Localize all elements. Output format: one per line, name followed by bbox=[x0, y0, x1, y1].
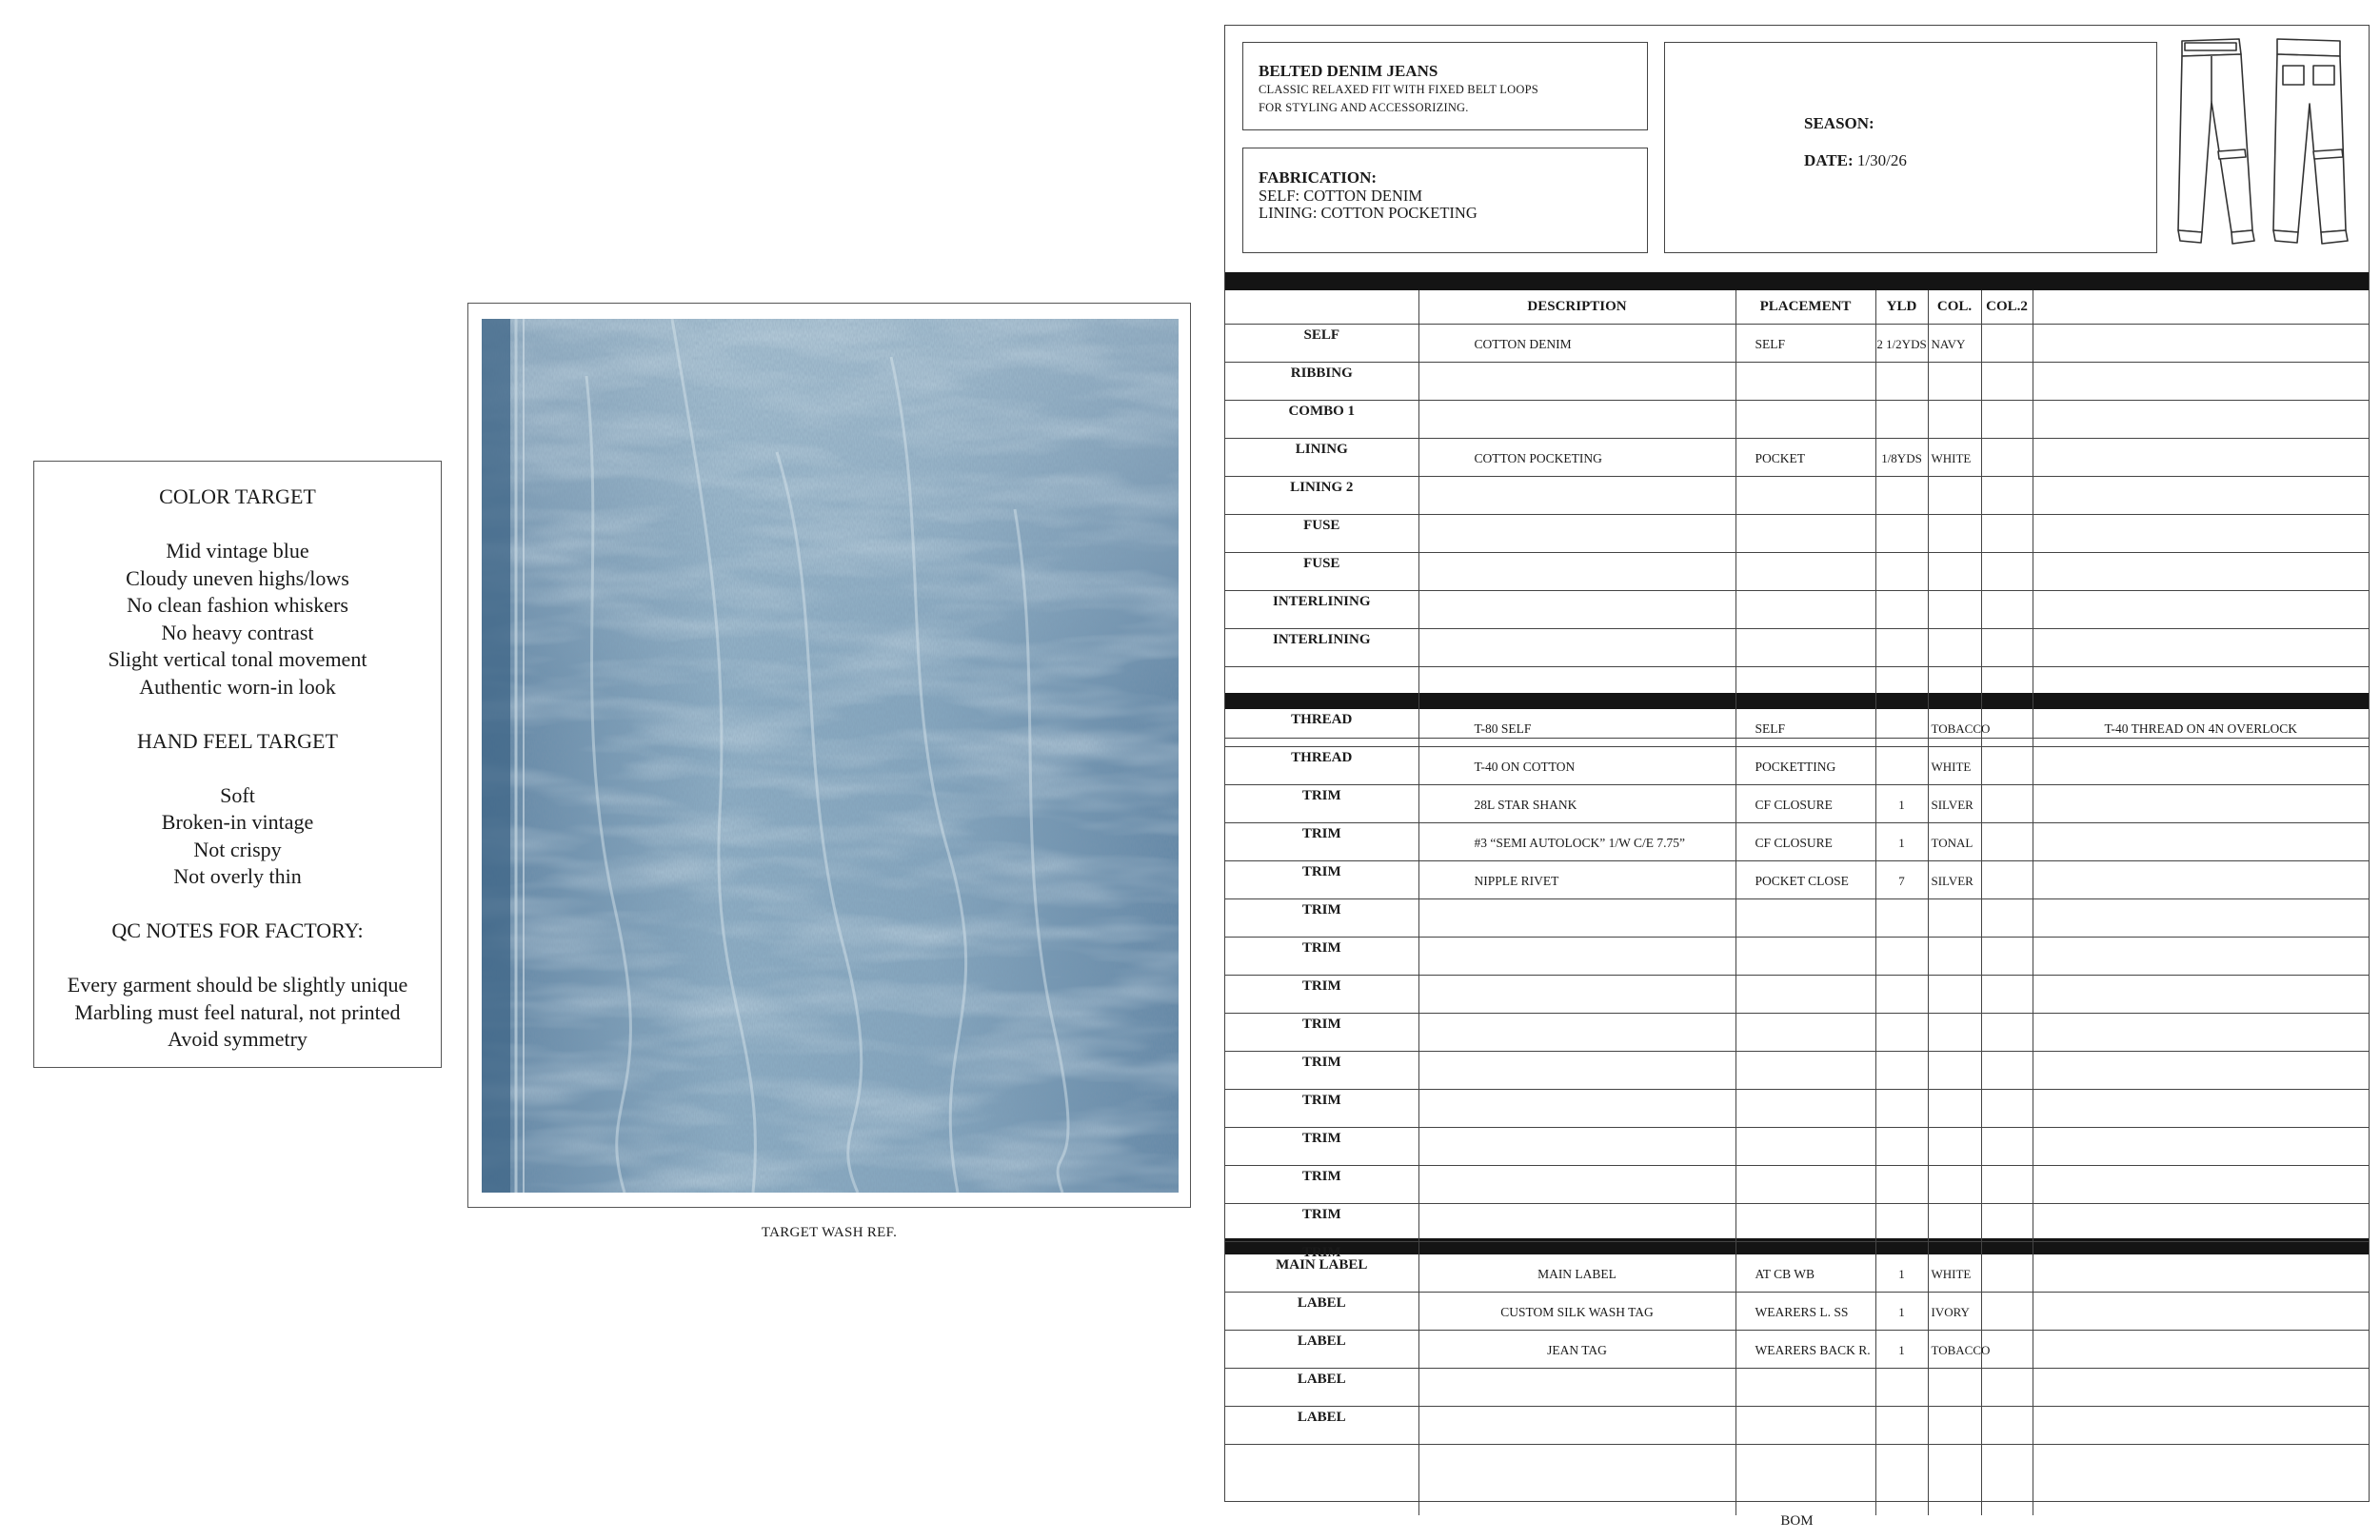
row-notes bbox=[2033, 1254, 2369, 1293]
season-label: SEASON: bbox=[1804, 114, 1874, 132]
row-color bbox=[1928, 591, 1981, 629]
row-placement bbox=[1735, 629, 1875, 667]
row-category: MAIN LABEL bbox=[1225, 1254, 1418, 1293]
row-color2 bbox=[1981, 553, 2033, 591]
table-row bbox=[1225, 1128, 2369, 1166]
row-description: NIPPLE RIVET bbox=[1418, 861, 1735, 899]
row-color: WHITE bbox=[1928, 1254, 1981, 1293]
empty-cell bbox=[2033, 1445, 2369, 1516]
table-row bbox=[1225, 1293, 2369, 1331]
row-yld bbox=[1875, 976, 1928, 1014]
row-color: TONAL bbox=[1928, 823, 1981, 861]
row-color: SILVER bbox=[1928, 785, 1981, 823]
wash-caption: TARGET WASH REF. bbox=[761, 1225, 898, 1240]
row-color bbox=[1928, 1407, 1981, 1445]
row-yld bbox=[1875, 401, 1928, 439]
color-target-item: Authentic worn-in look bbox=[139, 674, 336, 699]
row-placement: AT CB WB bbox=[1735, 1254, 1875, 1293]
fabrication-self: SELF: COTTON DENIM bbox=[1259, 187, 1423, 205]
table-row bbox=[1225, 629, 2369, 667]
row-category: FUSE bbox=[1225, 515, 1418, 553]
row-notes bbox=[2033, 1293, 2369, 1331]
row-description bbox=[1418, 1052, 1735, 1090]
row-description: MAIN LABEL bbox=[1418, 1254, 1735, 1293]
empty-cell bbox=[1981, 1445, 2033, 1516]
row-placement bbox=[1735, 591, 1875, 629]
row-color bbox=[1928, 1204, 1981, 1242]
empty-cell bbox=[1928, 1445, 1981, 1516]
row-color2 bbox=[1981, 591, 2033, 629]
row-yld bbox=[1875, 747, 1928, 785]
color-target-item: Mid vintage blue bbox=[166, 539, 309, 563]
qc-note-item: Marbling must feel natural, not printed bbox=[74, 999, 401, 1024]
row-color2 bbox=[1981, 629, 2033, 667]
row-category: THREAD bbox=[1225, 747, 1418, 785]
row-description bbox=[1418, 401, 1735, 439]
row-category: TRIM bbox=[1225, 1128, 1418, 1166]
row-color2 bbox=[1981, 401, 2033, 439]
denim-wash-swatch bbox=[482, 319, 1179, 1193]
row-color2 bbox=[1981, 1166, 2033, 1204]
header-placement: PLACEMENT bbox=[1735, 290, 1875, 325]
row-color2 bbox=[1981, 785, 2033, 823]
back-knee-strap bbox=[2313, 149, 2343, 159]
label-table bbox=[1225, 1254, 2369, 1515]
row-color: TOBACCO bbox=[1928, 709, 1981, 747]
row-color2 bbox=[1981, 1254, 2033, 1293]
row-color2 bbox=[1981, 1369, 2033, 1407]
table-row bbox=[1225, 477, 2369, 515]
row-yld bbox=[1875, 1369, 1928, 1407]
empty-cell bbox=[1225, 1445, 1418, 1516]
row-color: WHITE bbox=[1928, 439, 1981, 477]
header-col2: COL.2 bbox=[1981, 290, 2033, 325]
row-category: INTERLINING bbox=[1225, 591, 1418, 629]
row-notes bbox=[2033, 439, 2369, 477]
row-yld bbox=[1875, 629, 1928, 667]
row-category: SELF bbox=[1225, 325, 1418, 363]
wash-notes-box bbox=[33, 461, 442, 1068]
row-yld bbox=[1875, 1090, 1928, 1128]
fabric-table bbox=[1225, 290, 2369, 739]
row-notes bbox=[2033, 1369, 2369, 1407]
row-color2 bbox=[1981, 1204, 2033, 1242]
row-description bbox=[1418, 477, 1735, 515]
qc-notes-title: QC NOTES FOR FACTORY: bbox=[111, 918, 364, 942]
row-notes bbox=[2033, 1128, 2369, 1166]
table-row bbox=[1225, 1254, 2369, 1293]
row-notes bbox=[2033, 477, 2369, 515]
row-notes bbox=[2033, 515, 2369, 553]
row-color bbox=[1928, 1014, 1981, 1052]
row-category: TRIM bbox=[1225, 938, 1418, 976]
row-description bbox=[1418, 1128, 1735, 1166]
row-color2 bbox=[1981, 325, 2033, 363]
row-yld: 1 bbox=[1875, 1331, 1928, 1369]
table-row bbox=[1225, 1014, 2369, 1052]
row-category: THREAD bbox=[1225, 709, 1418, 747]
row-placement bbox=[1735, 553, 1875, 591]
table-row bbox=[1225, 325, 2369, 363]
row-yld bbox=[1875, 709, 1928, 747]
style-description: CLASSIC RELAXED FIT WITH FIXED BELT LOOPS bbox=[1259, 83, 1538, 96]
row-color bbox=[1928, 515, 1981, 553]
row-color bbox=[1928, 401, 1981, 439]
row-placement: POCKETTING bbox=[1735, 747, 1875, 785]
header-description: DESCRIPTION bbox=[1418, 290, 1735, 325]
row-placement bbox=[1735, 401, 1875, 439]
row-description: COTTON POCKETING bbox=[1418, 439, 1735, 477]
row-description bbox=[1418, 553, 1735, 591]
row-placement: CF CLOSURE bbox=[1735, 785, 1875, 823]
row-yld bbox=[1875, 591, 1928, 629]
row-notes bbox=[2033, 325, 2369, 363]
style-info-box bbox=[1242, 42, 1648, 130]
row-color bbox=[1928, 1090, 1981, 1128]
row-category: TRIM bbox=[1225, 823, 1418, 861]
row-color: TOBACCO bbox=[1928, 1331, 1981, 1369]
table-row bbox=[1225, 823, 2369, 861]
jeans-flat-sketch bbox=[2171, 35, 2361, 256]
row-notes bbox=[2033, 1204, 2369, 1242]
row-placement bbox=[1735, 1128, 1875, 1166]
row-notes bbox=[2033, 1090, 2369, 1128]
row-category: LABEL bbox=[1225, 1369, 1418, 1407]
table-row bbox=[1225, 785, 2369, 823]
color-target-title: COLOR TARGET bbox=[159, 484, 316, 508]
wash-texture bbox=[482, 319, 1179, 1193]
qc-note-item: Every garment should be slightly unique bbox=[67, 973, 408, 997]
row-notes bbox=[2033, 861, 2369, 899]
row-notes bbox=[2033, 1166, 2369, 1204]
row-color2 bbox=[1981, 1293, 2033, 1331]
row-notes bbox=[2033, 938, 2369, 976]
row-color: SILVER bbox=[1928, 861, 1981, 899]
row-description: COTTON DENIM bbox=[1418, 325, 1735, 363]
row-color2 bbox=[1981, 938, 2033, 976]
row-category: LABEL bbox=[1225, 1407, 1418, 1445]
row-color2 bbox=[1981, 1090, 2033, 1128]
hand-feel-item: Not crispy bbox=[193, 837, 282, 861]
row-category: TRIM bbox=[1225, 899, 1418, 938]
row-color2 bbox=[1981, 823, 2033, 861]
row-color: NAVY bbox=[1928, 325, 1981, 363]
table-row bbox=[1225, 363, 2369, 401]
row-category: TRIM bbox=[1225, 861, 1418, 899]
row-description bbox=[1418, 629, 1735, 667]
row-yld: 7 bbox=[1875, 861, 1928, 899]
row-description bbox=[1418, 1369, 1735, 1407]
row-placement bbox=[1735, 1369, 1875, 1407]
row-notes bbox=[2033, 363, 2369, 401]
color-target-item: Cloudy uneven highs/lows bbox=[126, 565, 349, 590]
row-color2 bbox=[1981, 899, 2033, 938]
row-description: #3 “SEMI AUTOLOCK” 1/W C/E 7.75” bbox=[1418, 823, 1735, 861]
table-row bbox=[1225, 401, 2369, 439]
row-notes bbox=[2033, 747, 2369, 785]
row-notes bbox=[2033, 629, 2369, 667]
row-yld bbox=[1875, 1204, 1928, 1242]
row-yld bbox=[1875, 1052, 1928, 1090]
table-header-row bbox=[1225, 290, 2369, 325]
table-row bbox=[1225, 1204, 2369, 1242]
row-placement bbox=[1735, 1166, 1875, 1204]
front-knee-strap bbox=[2218, 149, 2246, 159]
row-placement: CF CLOSURE bbox=[1735, 823, 1875, 861]
row-placement: SELF bbox=[1735, 325, 1875, 363]
table-row bbox=[1225, 976, 2369, 1014]
row-color2 bbox=[1981, 1052, 2033, 1090]
season-date-box bbox=[1664, 42, 2157, 253]
empty-cell bbox=[1418, 1445, 1735, 1516]
table-row bbox=[1225, 1090, 2369, 1128]
row-category: INTERLINING bbox=[1225, 629, 1418, 667]
row-description bbox=[1418, 363, 1735, 401]
header-notes bbox=[2033, 290, 2369, 325]
back-waistband bbox=[2277, 39, 2340, 56]
row-description bbox=[1418, 899, 1735, 938]
table-row bbox=[1225, 1052, 2369, 1090]
row-yld: 1 bbox=[1875, 823, 1928, 861]
row-category: LABEL bbox=[1225, 1293, 1418, 1331]
hand-feel-item: Not overly thin bbox=[173, 864, 302, 888]
hand-feel-item: Broken-in vintage bbox=[161, 810, 314, 834]
row-placement bbox=[1735, 515, 1875, 553]
row-description bbox=[1418, 1090, 1735, 1128]
row-color: WHITE bbox=[1928, 747, 1981, 785]
table-row bbox=[1225, 899, 2369, 938]
row-color: IVORY bbox=[1928, 1293, 1981, 1331]
row-notes bbox=[2033, 899, 2369, 938]
row-category: FUSE bbox=[1225, 553, 1418, 591]
header-yld: YLD bbox=[1875, 290, 1928, 325]
row-yld bbox=[1875, 363, 1928, 401]
row-color bbox=[1928, 938, 1981, 976]
row-description bbox=[1418, 1014, 1735, 1052]
row-description: CUSTOM SILK WASH TAG bbox=[1418, 1293, 1735, 1331]
row-notes bbox=[2033, 401, 2369, 439]
fabrication-box bbox=[1242, 148, 1648, 253]
table-row bbox=[1225, 1331, 2369, 1369]
date-label: DATE: bbox=[1804, 151, 1854, 169]
header-category bbox=[1225, 290, 1418, 325]
row-color bbox=[1928, 1128, 1981, 1166]
row-color2 bbox=[1981, 747, 2033, 785]
row-category: LINING bbox=[1225, 439, 1418, 477]
table-row-empty bbox=[1225, 1445, 2369, 1516]
row-yld: 1/8YDS bbox=[1875, 439, 1928, 477]
table-row bbox=[1225, 938, 2369, 976]
row-placement: POCKET bbox=[1735, 439, 1875, 477]
row-placement: SELF bbox=[1735, 709, 1875, 747]
row-placement bbox=[1735, 363, 1875, 401]
table-row bbox=[1225, 1166, 2369, 1204]
row-description bbox=[1418, 1166, 1735, 1204]
row-notes bbox=[2033, 785, 2369, 823]
fabrication-lining: LINING: COTTON POCKETING bbox=[1259, 204, 1478, 222]
row-description bbox=[1418, 1204, 1735, 1242]
header-col: COL. bbox=[1928, 290, 1981, 325]
table-row bbox=[1225, 1369, 2369, 1407]
row-yld bbox=[1875, 1407, 1928, 1445]
row-category: TRIM bbox=[1225, 785, 1418, 823]
row-placement: POCKET CLOSE bbox=[1735, 861, 1875, 899]
row-color bbox=[1928, 553, 1981, 591]
row-notes bbox=[2033, 976, 2369, 1014]
row-description: JEAN TAG bbox=[1418, 1331, 1735, 1369]
row-notes bbox=[2033, 591, 2369, 629]
table-row bbox=[1225, 1407, 2369, 1445]
row-color2 bbox=[1981, 477, 2033, 515]
row-yld bbox=[1875, 553, 1928, 591]
row-placement bbox=[1735, 1090, 1875, 1128]
row-color bbox=[1928, 363, 1981, 401]
row-color2 bbox=[1981, 515, 2033, 553]
seam-shadow bbox=[482, 319, 510, 1193]
empty-cell bbox=[1875, 1445, 1928, 1516]
row-notes bbox=[2033, 1052, 2369, 1090]
row-yld bbox=[1875, 515, 1928, 553]
table-row bbox=[1225, 591, 2369, 629]
style-description: FOR STYLING AND ACCESSORIZING. bbox=[1259, 101, 1469, 114]
date-line bbox=[1804, 151, 1907, 170]
row-color bbox=[1928, 477, 1981, 515]
wash-reference-frame bbox=[467, 303, 1191, 1208]
front-waistband bbox=[2182, 39, 2241, 56]
row-color bbox=[1928, 899, 1981, 938]
row-placement: WEARERS L. SS bbox=[1735, 1293, 1875, 1331]
row-yld: 2 1/2YDS bbox=[1875, 325, 1928, 363]
bom-sheet bbox=[1224, 25, 2370, 1502]
row-color bbox=[1928, 976, 1981, 1014]
row-notes: T-40 THREAD ON 4N OVERLOCK bbox=[2033, 709, 2369, 747]
color-target-item: No heavy contrast bbox=[161, 620, 314, 644]
row-placement: WEARERS BACK R. bbox=[1735, 1331, 1875, 1369]
row-placement bbox=[1735, 1052, 1875, 1090]
row-category: TRIM bbox=[1225, 1014, 1418, 1052]
color-target-item: Slight vertical tonal movement bbox=[108, 647, 367, 671]
table-row bbox=[1225, 439, 2369, 477]
table-row bbox=[1225, 553, 2369, 591]
row-yld: 1 bbox=[1875, 785, 1928, 823]
row-notes bbox=[2033, 1331, 2369, 1369]
row-category: TRIM bbox=[1225, 1052, 1418, 1090]
row-description: 28L STAR SHANK bbox=[1418, 785, 1735, 823]
back-hem bbox=[2321, 230, 2348, 244]
table-row bbox=[1225, 747, 2369, 785]
row-color bbox=[1928, 629, 1981, 667]
row-description bbox=[1418, 591, 1735, 629]
row-yld: 1 bbox=[1875, 1254, 1928, 1293]
row-placement bbox=[1735, 1014, 1875, 1052]
date-value: 1/30/26 bbox=[1856, 151, 1907, 169]
row-placement bbox=[1735, 1204, 1875, 1242]
empty-cell bbox=[1735, 1445, 1875, 1516]
front-hem bbox=[2231, 230, 2254, 244]
row-category: TRIM bbox=[1225, 1090, 1418, 1128]
row-category: TRIM bbox=[1225, 1166, 1418, 1204]
trim-table bbox=[1225, 709, 2369, 1279]
color-target-item: No clean fashion whiskers bbox=[127, 593, 348, 617]
row-yld bbox=[1875, 899, 1928, 938]
table-row bbox=[1225, 861, 2369, 899]
row-color2 bbox=[1981, 363, 2033, 401]
row-category: LINING 2 bbox=[1225, 477, 1418, 515]
back-hem bbox=[2273, 230, 2298, 243]
row-notes bbox=[2033, 823, 2369, 861]
row-category: COMBO 1 bbox=[1225, 401, 1418, 439]
row-description bbox=[1418, 1407, 1735, 1445]
qc-note-item: Avoid symmetry bbox=[168, 1027, 307, 1051]
row-color2 bbox=[1981, 976, 2033, 1014]
row-yld bbox=[1875, 938, 1928, 976]
table-row bbox=[1225, 515, 2369, 553]
row-placement bbox=[1735, 899, 1875, 938]
row-category: LABEL bbox=[1225, 1331, 1418, 1369]
row-color bbox=[1928, 1369, 1981, 1407]
style-name: BELTED DENIM JEANS bbox=[1259, 62, 1438, 80]
row-yld bbox=[1875, 1128, 1928, 1166]
row-category: TRIM bbox=[1225, 1242, 1418, 1280]
row-yld bbox=[1875, 1166, 1928, 1204]
row-notes bbox=[2033, 1014, 2369, 1052]
row-notes bbox=[2033, 553, 2369, 591]
row-placement bbox=[1735, 938, 1875, 976]
row-color2 bbox=[1981, 1407, 2033, 1445]
row-color2 bbox=[1981, 1128, 2033, 1166]
row-description bbox=[1418, 938, 1735, 976]
row-color bbox=[1928, 1052, 1981, 1090]
fabrication-title: FABRICATION: bbox=[1259, 168, 1378, 187]
row-placement bbox=[1735, 477, 1875, 515]
bom-footer: BOM bbox=[1780, 1513, 1814, 1529]
row-placement bbox=[1735, 976, 1875, 1014]
row-notes bbox=[2033, 1407, 2369, 1445]
row-yld: 1 bbox=[1875, 1293, 1928, 1331]
row-category: TRIM bbox=[1225, 1204, 1418, 1242]
hand-feel-item: Soft bbox=[220, 782, 255, 807]
row-color bbox=[1928, 1166, 1981, 1204]
row-placement bbox=[1735, 1407, 1875, 1445]
section-divider bbox=[1225, 272, 2369, 290]
row-color2 bbox=[1981, 1014, 2033, 1052]
row-color2 bbox=[1981, 439, 2033, 477]
row-description bbox=[1418, 515, 1735, 553]
front-pants bbox=[2178, 54, 2252, 232]
row-color2 bbox=[1981, 861, 2033, 899]
table-row bbox=[1225, 709, 2369, 747]
row-description bbox=[1418, 976, 1735, 1014]
front-hem bbox=[2178, 230, 2202, 243]
row-yld bbox=[1875, 477, 1928, 515]
row-description: T-80 SELF bbox=[1418, 709, 1735, 747]
hand-feel-title: HAND FEEL TARGET bbox=[137, 728, 338, 753]
row-category: TRIM bbox=[1225, 976, 1418, 1014]
row-description: T-40 ON COTTON bbox=[1418, 747, 1735, 785]
row-category: RIBBING bbox=[1225, 363, 1418, 401]
row-yld bbox=[1875, 1014, 1928, 1052]
